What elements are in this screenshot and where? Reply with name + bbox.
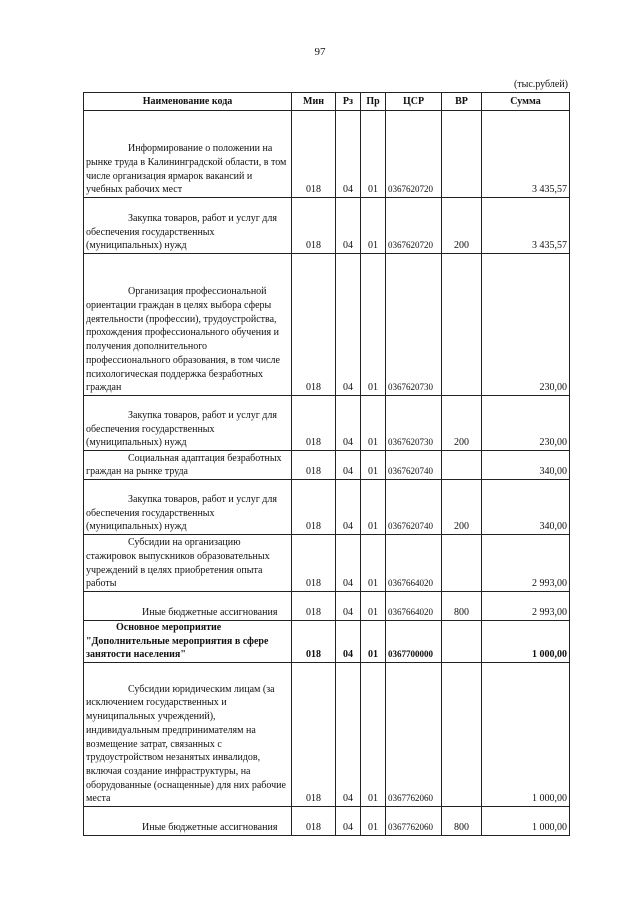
row-pr: 01: [361, 807, 386, 836]
row-pr: 01: [361, 592, 386, 621]
row-name: [84, 480, 292, 535]
row-name-text: Организация профессиональной ориентации граждан в целях выбора сферы деятельности (профессии), трудоустройства, прохождения профессионального обучения и получения дополнительного профессионального образования, в том числе психологическая поддержка безработных граждан: [86, 286, 280, 394]
row-name: [84, 807, 292, 836]
row-csr: 0367762060: [386, 807, 442, 836]
header-sum: Сумма: [482, 93, 570, 111]
table-header-row: [84, 93, 570, 111]
row-csr: 0367620740: [386, 451, 442, 480]
row-pr: 01: [361, 254, 386, 396]
row-name-text: Субсидии на организацию стажировок выпускников образовательных учреждений в целях приобретения опыта работы: [86, 537, 270, 590]
row-name: [84, 621, 292, 663]
table-row: [84, 111, 570, 198]
header-csr: ЦСР: [386, 93, 442, 111]
row-csr: 0367620730: [386, 254, 442, 396]
row-name: [84, 254, 292, 396]
header-rz: Рз: [336, 93, 361, 111]
row-sum: 2 993,00: [482, 592, 570, 621]
row-csr: 0367620720: [386, 198, 442, 254]
row-vr: [442, 535, 482, 592]
row-min: 018: [292, 480, 336, 535]
row-csr: 0367620730: [386, 396, 442, 451]
row-name: [84, 111, 292, 198]
table-row: [84, 592, 570, 621]
header-name: Наименование кода: [84, 93, 292, 111]
table-row: [84, 396, 570, 451]
header-min: Мин: [292, 93, 336, 111]
row-min: 018: [292, 807, 336, 836]
row-name-text: Социальная адаптация безработных граждан на рынке труда: [86, 452, 282, 478]
row-csr: 0367700000: [386, 621, 442, 663]
row-pr: 01: [361, 535, 386, 592]
row-vr: [442, 111, 482, 198]
row-sum: 340,00: [482, 480, 570, 535]
row-pr: 01: [361, 396, 386, 451]
row-rz: 04: [336, 254, 361, 396]
row-pr: 01: [361, 663, 386, 807]
table-row: [84, 807, 570, 836]
table-row: [84, 254, 570, 396]
row-csr: 0367762060: [386, 663, 442, 807]
row-sum: 230,00: [482, 396, 570, 451]
row-name-text: Закупка товаров, работ и услуг для обеспечения государственных (муниципальных) нужд: [86, 212, 277, 252]
row-rz: 04: [336, 592, 361, 621]
row-rz: 04: [336, 451, 361, 480]
row-sum: 2 993,00: [482, 535, 570, 592]
table-row: [84, 480, 570, 535]
row-min: 018: [292, 592, 336, 621]
row-sum: 3 435,57: [482, 198, 570, 254]
row-pr: 01: [361, 480, 386, 535]
header-vr: ВР: [442, 93, 482, 111]
row-pr: 01: [361, 111, 386, 198]
row-rz: 04: [336, 621, 361, 663]
row-min: 018: [292, 254, 336, 396]
row-vr: 200: [442, 480, 482, 535]
row-vr: [442, 254, 482, 396]
row-vr: 800: [442, 592, 482, 621]
row-min: 018: [292, 535, 336, 592]
row-sum: 1 000,00: [482, 663, 570, 807]
table-row: [84, 535, 570, 592]
row-name: [84, 592, 292, 621]
page-number: 97: [314, 46, 326, 58]
row-min: 018: [292, 198, 336, 254]
row-pr: 01: [361, 198, 386, 254]
row-name-text: Иные бюджетные ассигнования: [142, 822, 278, 834]
row-min: 018: [292, 451, 336, 480]
row-csr: 0367620740: [386, 480, 442, 535]
table-row: [84, 451, 570, 480]
row-rz: 04: [336, 663, 361, 807]
row-rz: 04: [336, 807, 361, 836]
row-sum: 1 000,00: [482, 807, 570, 836]
row-pr: 01: [361, 621, 386, 663]
table-row: [84, 663, 570, 807]
row-name: [84, 198, 292, 254]
row-rz: 04: [336, 198, 361, 254]
row-name-text: Иные бюджетные ассигнования: [142, 607, 278, 619]
row-vr: [442, 663, 482, 807]
row-csr: 0367620720: [386, 111, 442, 198]
table-row: [84, 621, 570, 663]
row-sum: 3 435,57: [482, 111, 570, 198]
row-name-text: Информирование о положении на рынке труда в Калининградской области, в том числе организация ярмарок вакансий и учебных рабочих мест: [86, 143, 287, 196]
row-csr: 0367664020: [386, 535, 442, 592]
row-min: 018: [292, 621, 336, 663]
row-rz: 04: [336, 480, 361, 535]
row-rz: 04: [336, 111, 361, 198]
row-min: 018: [292, 396, 336, 451]
row-sum: 1 000,00: [482, 621, 570, 663]
row-name-text: Закупка товаров, работ и услуг для обеспечения государственных (муниципальных) нужд: [86, 493, 277, 533]
row-vr: 200: [442, 198, 482, 254]
row-vr: [442, 621, 482, 663]
row-name-text: Основное мероприятие "Дополнительные мероприятия в сфере занятости населения": [86, 622, 269, 661]
row-pr: 01: [361, 451, 386, 480]
row-vr: 200: [442, 396, 482, 451]
row-name-text: Закупка товаров, работ и услуг для обеспечения государственных (муниципальных) нужд: [86, 409, 277, 449]
row-vr: [442, 451, 482, 480]
row-sum: 230,00: [482, 254, 570, 396]
row-name: [84, 535, 292, 592]
table-row: [84, 198, 570, 254]
row-rz: 04: [336, 535, 361, 592]
row-name-text: Субсидии юридическим лицам (за исключением государственных и муниципальных учреждений), индивидуальным предпринимателям на возмещение затрат, связанных с трудоустройством незанятых инвалидов, включая создание инфраструктуры, на оборудованные (оснащенные) для них рабочие места: [86, 683, 286, 805]
row-csr: 0367664020: [386, 592, 442, 621]
row-name: [84, 451, 292, 480]
row-sum: 340,00: [482, 451, 570, 480]
budget-table: [83, 92, 570, 836]
header-pr: Пр: [361, 93, 386, 111]
row-name: [84, 396, 292, 451]
row-name: [84, 663, 292, 807]
row-vr: 800: [442, 807, 482, 836]
row-rz: 04: [336, 396, 361, 451]
row-min: 018: [292, 111, 336, 198]
unit-label: (тыс.рублей): [513, 79, 568, 90]
row-min: 018: [292, 663, 336, 807]
